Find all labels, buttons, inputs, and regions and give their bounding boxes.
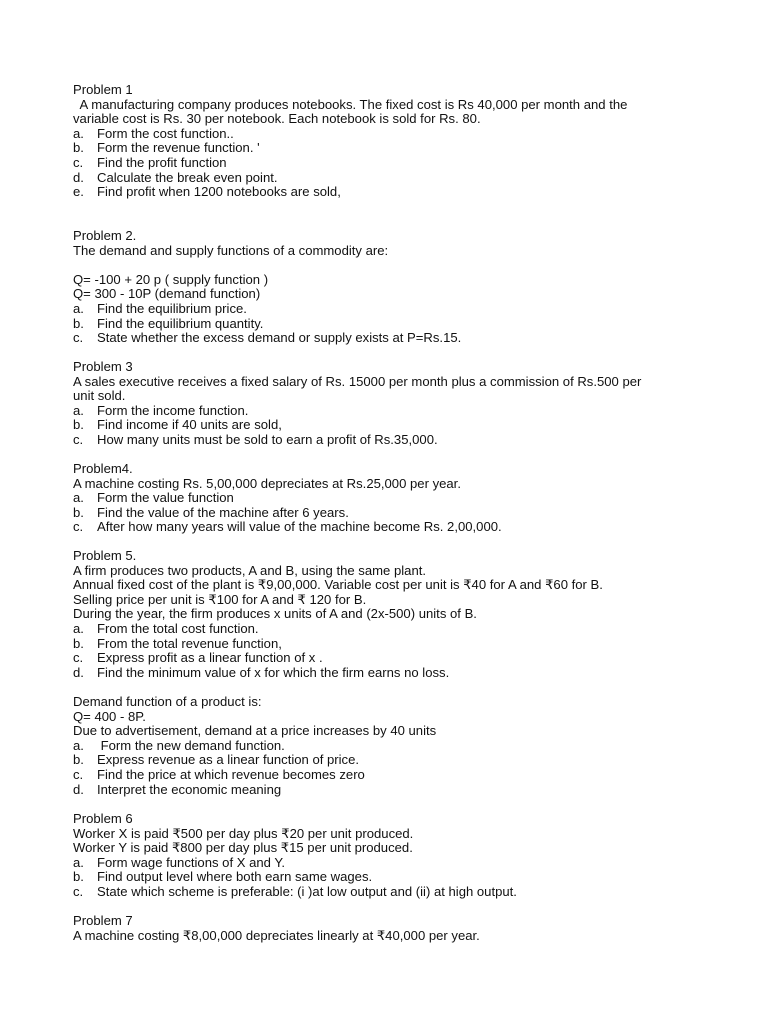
list-item: b. Express revenue as a linear function of price. — [73, 752, 360, 768]
problem-heading: Problem 5. — [73, 548, 137, 563]
list-item: e. Find profit when 1200 notebooks are sold, — [73, 184, 341, 200]
list-item: b. From the total revenue function, — [73, 635, 282, 651]
list-item: a. Form the cost function.. — [73, 125, 234, 141]
list-item: a. Form the new demand function. — [73, 737, 285, 753]
list-item: d. Find the minimum value of x for which the firm earns no loss. — [73, 664, 450, 680]
problem-text: The demand and supply functions of a commodity are: — [73, 242, 389, 258]
problem-heading: Problem 6 — [73, 811, 133, 826]
problem-heading: Problem 7 — [73, 913, 133, 928]
list-item: d. Interpret the economic meaning — [73, 781, 282, 797]
problem-text: Annual fixed cost of the plant is ₹9,00,000. Variable cost per unit is ₹40 for A and ₹60 for B. — [73, 577, 603, 593]
problem-text: unit sold. — [73, 388, 126, 404]
problem-1 — [73, 83, 713, 200]
problem-text: Worker X is paid ₹500 per day plus ₹20 per unit produced. — [73, 825, 414, 841]
list-item: c. State whether the excess demand or supply exists at P=Rs.15. — [73, 330, 462, 346]
problem-text: variable cost is Rs. 30 per notebook. Each notebook is sold for Rs. 80. — [73, 111, 481, 127]
list-item: b. Find the equilibrium quantity. — [73, 315, 264, 331]
problem-text: A machine costing Rs. 5,00,000 depreciates at Rs.25,000 per year. — [73, 475, 461, 491]
problem-text: Worker Y is paid ₹800 per day plus ₹15 per unit produced. — [73, 840, 413, 856]
equation: Q= -100 + 20 p ( supply function ) — [73, 271, 269, 287]
equation: Q= 300 - 10P (demand function) — [73, 286, 261, 302]
list-item: a. Find the equilibrium price. — [73, 300, 247, 316]
list-item: a. Form wage functions of X and Y. — [73, 854, 286, 870]
list-item: c. After how many years will value of the machine become Rs. 2,00,000. — [73, 519, 502, 535]
problem-heading: Problem 1 — [73, 82, 133, 97]
problem-text: A manufacturing company produces notebooks. The fixed cost is Rs 40,000 per month and the — [73, 96, 628, 112]
list-item: a. Form the value function — [73, 490, 234, 506]
problem-4 — [73, 462, 713, 535]
problem-3 — [73, 360, 713, 448]
problem-5 — [73, 549, 713, 680]
problem-text: Due to advertisement, demand at a price increases by 40 units — [73, 723, 437, 739]
list-item: b. Find the value of the machine after 6 years. — [73, 504, 349, 520]
list-item: c. State which scheme is preferable: (i )at low output and (ii) at high output. — [73, 883, 517, 899]
problem-heading: Problem 2. — [73, 228, 137, 243]
list-item: c. Find the price at which revenue becomes zero — [73, 766, 365, 782]
problem-text: Selling price per unit is ₹100 for A and ₹ 120 for B. — [73, 591, 367, 607]
problem-text: A machine costing ₹8,00,000 depreciates linearly at ₹40,000 per year. — [73, 927, 480, 943]
problem-text: A firm produces two products, A and B, using the same plant. — [73, 562, 426, 578]
problem-heading: Problem 3 — [73, 359, 133, 374]
problem-6 — [73, 812, 713, 900]
equation: Q= 400 - 8P. — [73, 708, 146, 724]
problem-2 — [73, 229, 713, 346]
list-item: c. How many units must be sold to earn a profit of Rs.35,000. — [73, 431, 438, 447]
problem-heading: Demand function of a product is: — [73, 694, 262, 709]
list-item: c. Find the profit function — [73, 154, 227, 170]
blank-line — [73, 258, 713, 273]
list-item: c. Express profit as a linear function of x . — [73, 650, 323, 666]
list-item: d. Calculate the break even point. — [73, 169, 278, 185]
problem-7 — [73, 914, 713, 943]
problem-text: During the year, the firm produces x units of A and (2x-500) units of B. — [73, 606, 477, 622]
demand-function-problem — [73, 695, 713, 797]
list-item: b. Find income if 40 units are sold, — [73, 417, 282, 433]
list-item: b. Find output level where both earn same wages. — [73, 869, 373, 885]
problem-text: A sales executive receives a fixed salary of Rs. 15000 per month plus a commission of Rs.500 per — [73, 373, 642, 389]
list-item: b. Form the revenue function. ' — [73, 140, 260, 156]
problem-heading: Problem4. — [73, 461, 133, 476]
list-item: a. Form the income function. — [73, 402, 249, 418]
list-item: a. From the total cost function. — [73, 620, 259, 636]
